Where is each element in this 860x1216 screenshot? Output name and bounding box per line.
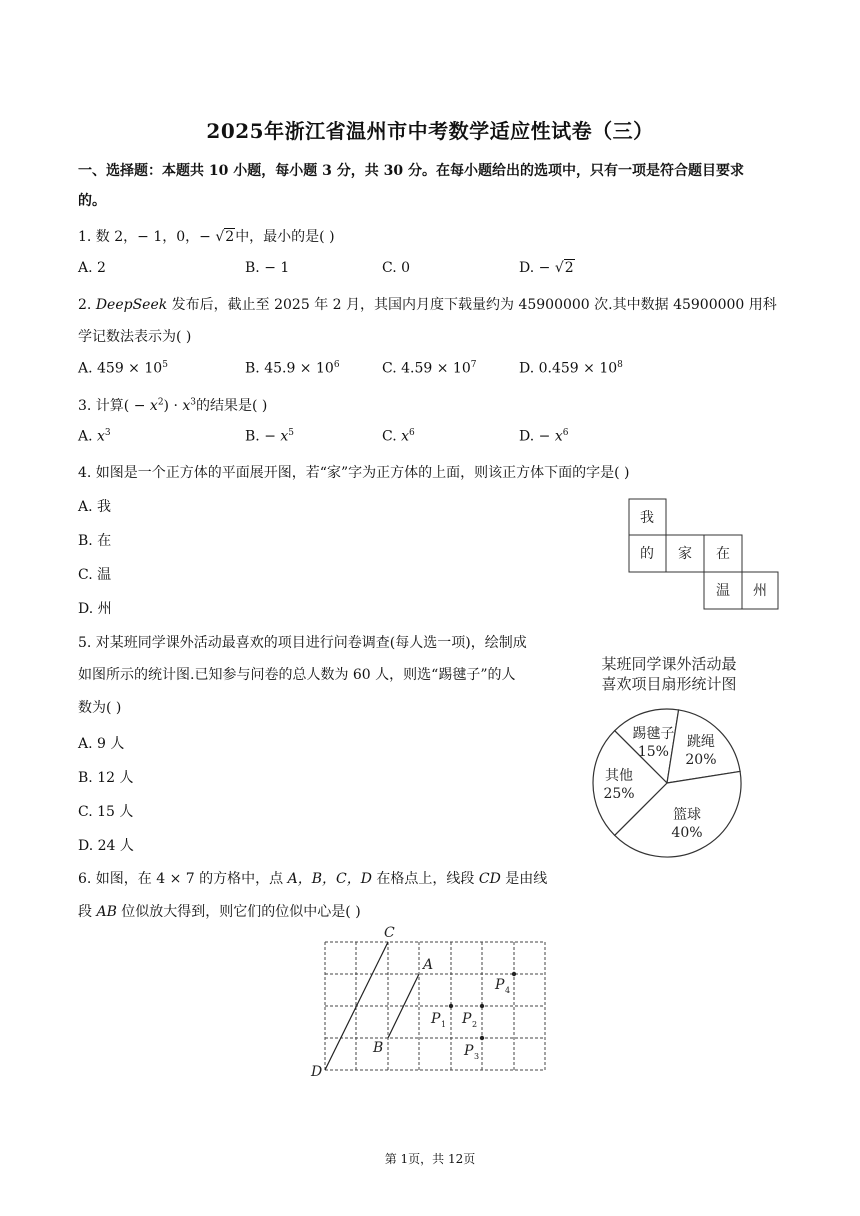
label-p2-sub: 2 (472, 1020, 478, 1029)
q2-option-d[interactable] (519, 360, 623, 377)
q1-d-text: D. − (519, 260, 555, 276)
cube-net-figure (626, 496, 782, 612)
q1-text: 1. 数 2，− 1，0，− (78, 229, 216, 245)
q3-a-exp: 3 (104, 428, 111, 438)
label-p4: P (495, 977, 505, 993)
q2-text: 发布后，截止至 2025 年 2 月，其国内月度下载量约为 45900000 次.其中数据 45900000 用科 (167, 297, 777, 313)
net-label-zai: 在 (716, 546, 730, 562)
q6-segment-cd: CD (478, 871, 501, 887)
q6-text: 6. 如图，在 4 × 7 的方格中，点 (78, 871, 288, 887)
label-c: C (384, 925, 395, 941)
label-p3-sub: 3 (474, 1052, 480, 1061)
label-p1: P (431, 1011, 441, 1027)
question-5-cont2: 数为( ) (78, 700, 122, 716)
q5-option-c[interactable]: C. 15 人 (78, 804, 134, 820)
q3-b-var: x (280, 428, 289, 445)
pie-slice-name-3: 篮球 (672, 807, 701, 824)
section-heading: 一、选择题：本题共 10 小题，每小题 3 分，共 30 分。在每小题给出的选项中，只有一项是符合题目要求 (78, 163, 744, 179)
net-label-wen: 温 (716, 583, 730, 599)
q6-segment-ab: AB (96, 904, 117, 920)
q3-d-label: D. − (519, 428, 555, 445)
q3-mid: ) · (163, 398, 183, 414)
q3-var: x (149, 398, 158, 414)
q3-text: 3. 计算( − (78, 398, 150, 414)
q3-c-exp: 6 (409, 428, 415, 438)
pie-slice-label-3: 40% (671, 825, 703, 842)
question-5-cont1: 如图所示的统计图.已知参与问卷的总人数为 60 人，则选“踢毽子”的人 (78, 667, 516, 683)
q2-option-a[interactable] (78, 360, 168, 377)
q3-d-exp: 6 (562, 428, 569, 438)
sqrt-icon: √ (215, 229, 225, 245)
label-a: A (423, 957, 434, 973)
q4-option-d[interactable]: D. 州 (78, 601, 112, 617)
label-b: B (373, 1040, 384, 1056)
q2-a-exp: 5 (162, 360, 168, 370)
net-label-jia: 家 (678, 546, 692, 562)
q1-text-end: 中，最小的是( ) (235, 229, 335, 245)
question-1 (78, 226, 335, 246)
q2-c-exp: 7 (470, 360, 477, 370)
q3-exp1: 2 (157, 397, 164, 408)
q1-option-d[interactable] (519, 260, 575, 276)
pie-slice-label-4: 25% (603, 786, 635, 802)
page-title: 2025年浙江省温州市中考数学适应性试卷（三） (206, 119, 654, 143)
pie-slice-name-1: 踢毽子 (632, 726, 675, 743)
question-6-cont (78, 901, 361, 921)
q3-option-a[interactable] (78, 428, 111, 445)
pie-slice-label-2: 20% (685, 752, 717, 769)
q2-c-base: C. 4.59 × 10 (382, 360, 471, 377)
pie-chart-title-1: 某班同学课外活动最 (601, 655, 737, 673)
net-label-zhou: 州 (753, 583, 767, 599)
net-label-de: 的 (640, 546, 654, 562)
q1-option-a[interactable]: A. 2 (78, 260, 106, 276)
q3-option-b[interactable] (245, 428, 294, 445)
question-3 (78, 395, 267, 415)
q2-b-base: B. 45.9 × 10 (245, 360, 334, 377)
question-4: 4. 如图是一个正方体的平面展开图，若“家”字为正方体的上面，则该正方体下面的字是( ) (78, 465, 630, 481)
q1-d-radicand: 2 (564, 260, 574, 276)
q3-option-d[interactable] (519, 428, 568, 445)
label-d: D (311, 1064, 323, 1080)
q1-option-c[interactable]: C. 0 (382, 260, 411, 276)
q3-b-exp: 5 (288, 428, 295, 438)
q3-d-var: x (554, 428, 563, 445)
q1-option-b[interactable]: B. − 1 (245, 260, 290, 276)
q2-number: 2. (78, 297, 96, 313)
net-label-wo: 我 (640, 510, 654, 526)
q4-option-c[interactable]: C. 温 (78, 567, 112, 583)
q2-d-base: D. 0.459 × 10 (519, 360, 618, 377)
sqrt-icon: √ (554, 260, 564, 276)
question-6 (78, 868, 547, 888)
q6-text-mid: 在格点上，线段 (371, 871, 479, 887)
q5-option-b[interactable]: B. 12 人 (78, 770, 134, 786)
question-5: 5. 对某班同学课外活动最喜欢的项目进行问卷调查(每人选一项)，绘制成 (78, 635, 527, 651)
q1-radicand: 2 (225, 229, 235, 245)
point-p2 (480, 1004, 484, 1008)
pie-chart-title-2: 喜欢项目扇形统计图 (601, 675, 737, 693)
label-p1-sub: 1 (441, 1020, 447, 1029)
label-p3: P (464, 1043, 474, 1059)
q6-text-end: 是由线 (500, 871, 548, 887)
q2-d-exp: 8 (617, 360, 623, 370)
pie-slice-label-1: 15% (637, 744, 669, 761)
q3-a-var: x (97, 428, 105, 445)
pie-slice-name-2: 跳绳 (686, 734, 715, 751)
q3-exp2: 3 (190, 397, 196, 408)
question-2 (78, 294, 777, 314)
q3-var2: x (182, 398, 191, 414)
q3-option-c[interactable] (382, 428, 415, 445)
q2-product-name: DeepSeek (95, 297, 168, 313)
q2-option-b[interactable] (245, 360, 340, 377)
q6-points: A，B，C，D (287, 871, 372, 887)
section-heading-cont: 的。 (78, 193, 106, 209)
q2-a-base: A. 459 × 10 (78, 360, 163, 377)
pie-slice-name-4: 其他 (605, 768, 633, 784)
point-p4 (512, 972, 516, 976)
point-p1 (449, 1004, 453, 1008)
page-footer: 第 1页，共 12页 (384, 1152, 476, 1166)
question-2-cont: 学记数法表示为( ) (78, 329, 192, 345)
q4-option-a[interactable]: A. 我 (78, 499, 112, 515)
pie-chart (578, 652, 760, 862)
point-p3 (480, 1036, 484, 1040)
label-p4-sub: 4 (505, 986, 511, 995)
q2-option-c[interactable] (382, 360, 476, 377)
q2-b-exp: 6 (333, 360, 340, 370)
q3-b-label: B. − (245, 428, 281, 445)
label-p2: P (462, 1011, 472, 1027)
q5-option-d[interactable]: D. 24 人 (78, 838, 134, 854)
q3-a-label: A. (78, 428, 98, 445)
dashed-grid (325, 942, 545, 1070)
grid-figure (305, 922, 555, 1080)
q3-text-end: 的结果是( ) (196, 398, 268, 414)
q6-text2-end: 位似放大得到，则它们的位似中心是( ) (116, 904, 361, 920)
q3-c-label: C. (382, 428, 402, 445)
q6-text2: 段 (78, 904, 97, 920)
q3-c-var: x (401, 428, 410, 445)
q4-option-b[interactable]: B. 在 (78, 533, 112, 549)
q5-option-a[interactable]: A. 9 人 (78, 736, 125, 752)
